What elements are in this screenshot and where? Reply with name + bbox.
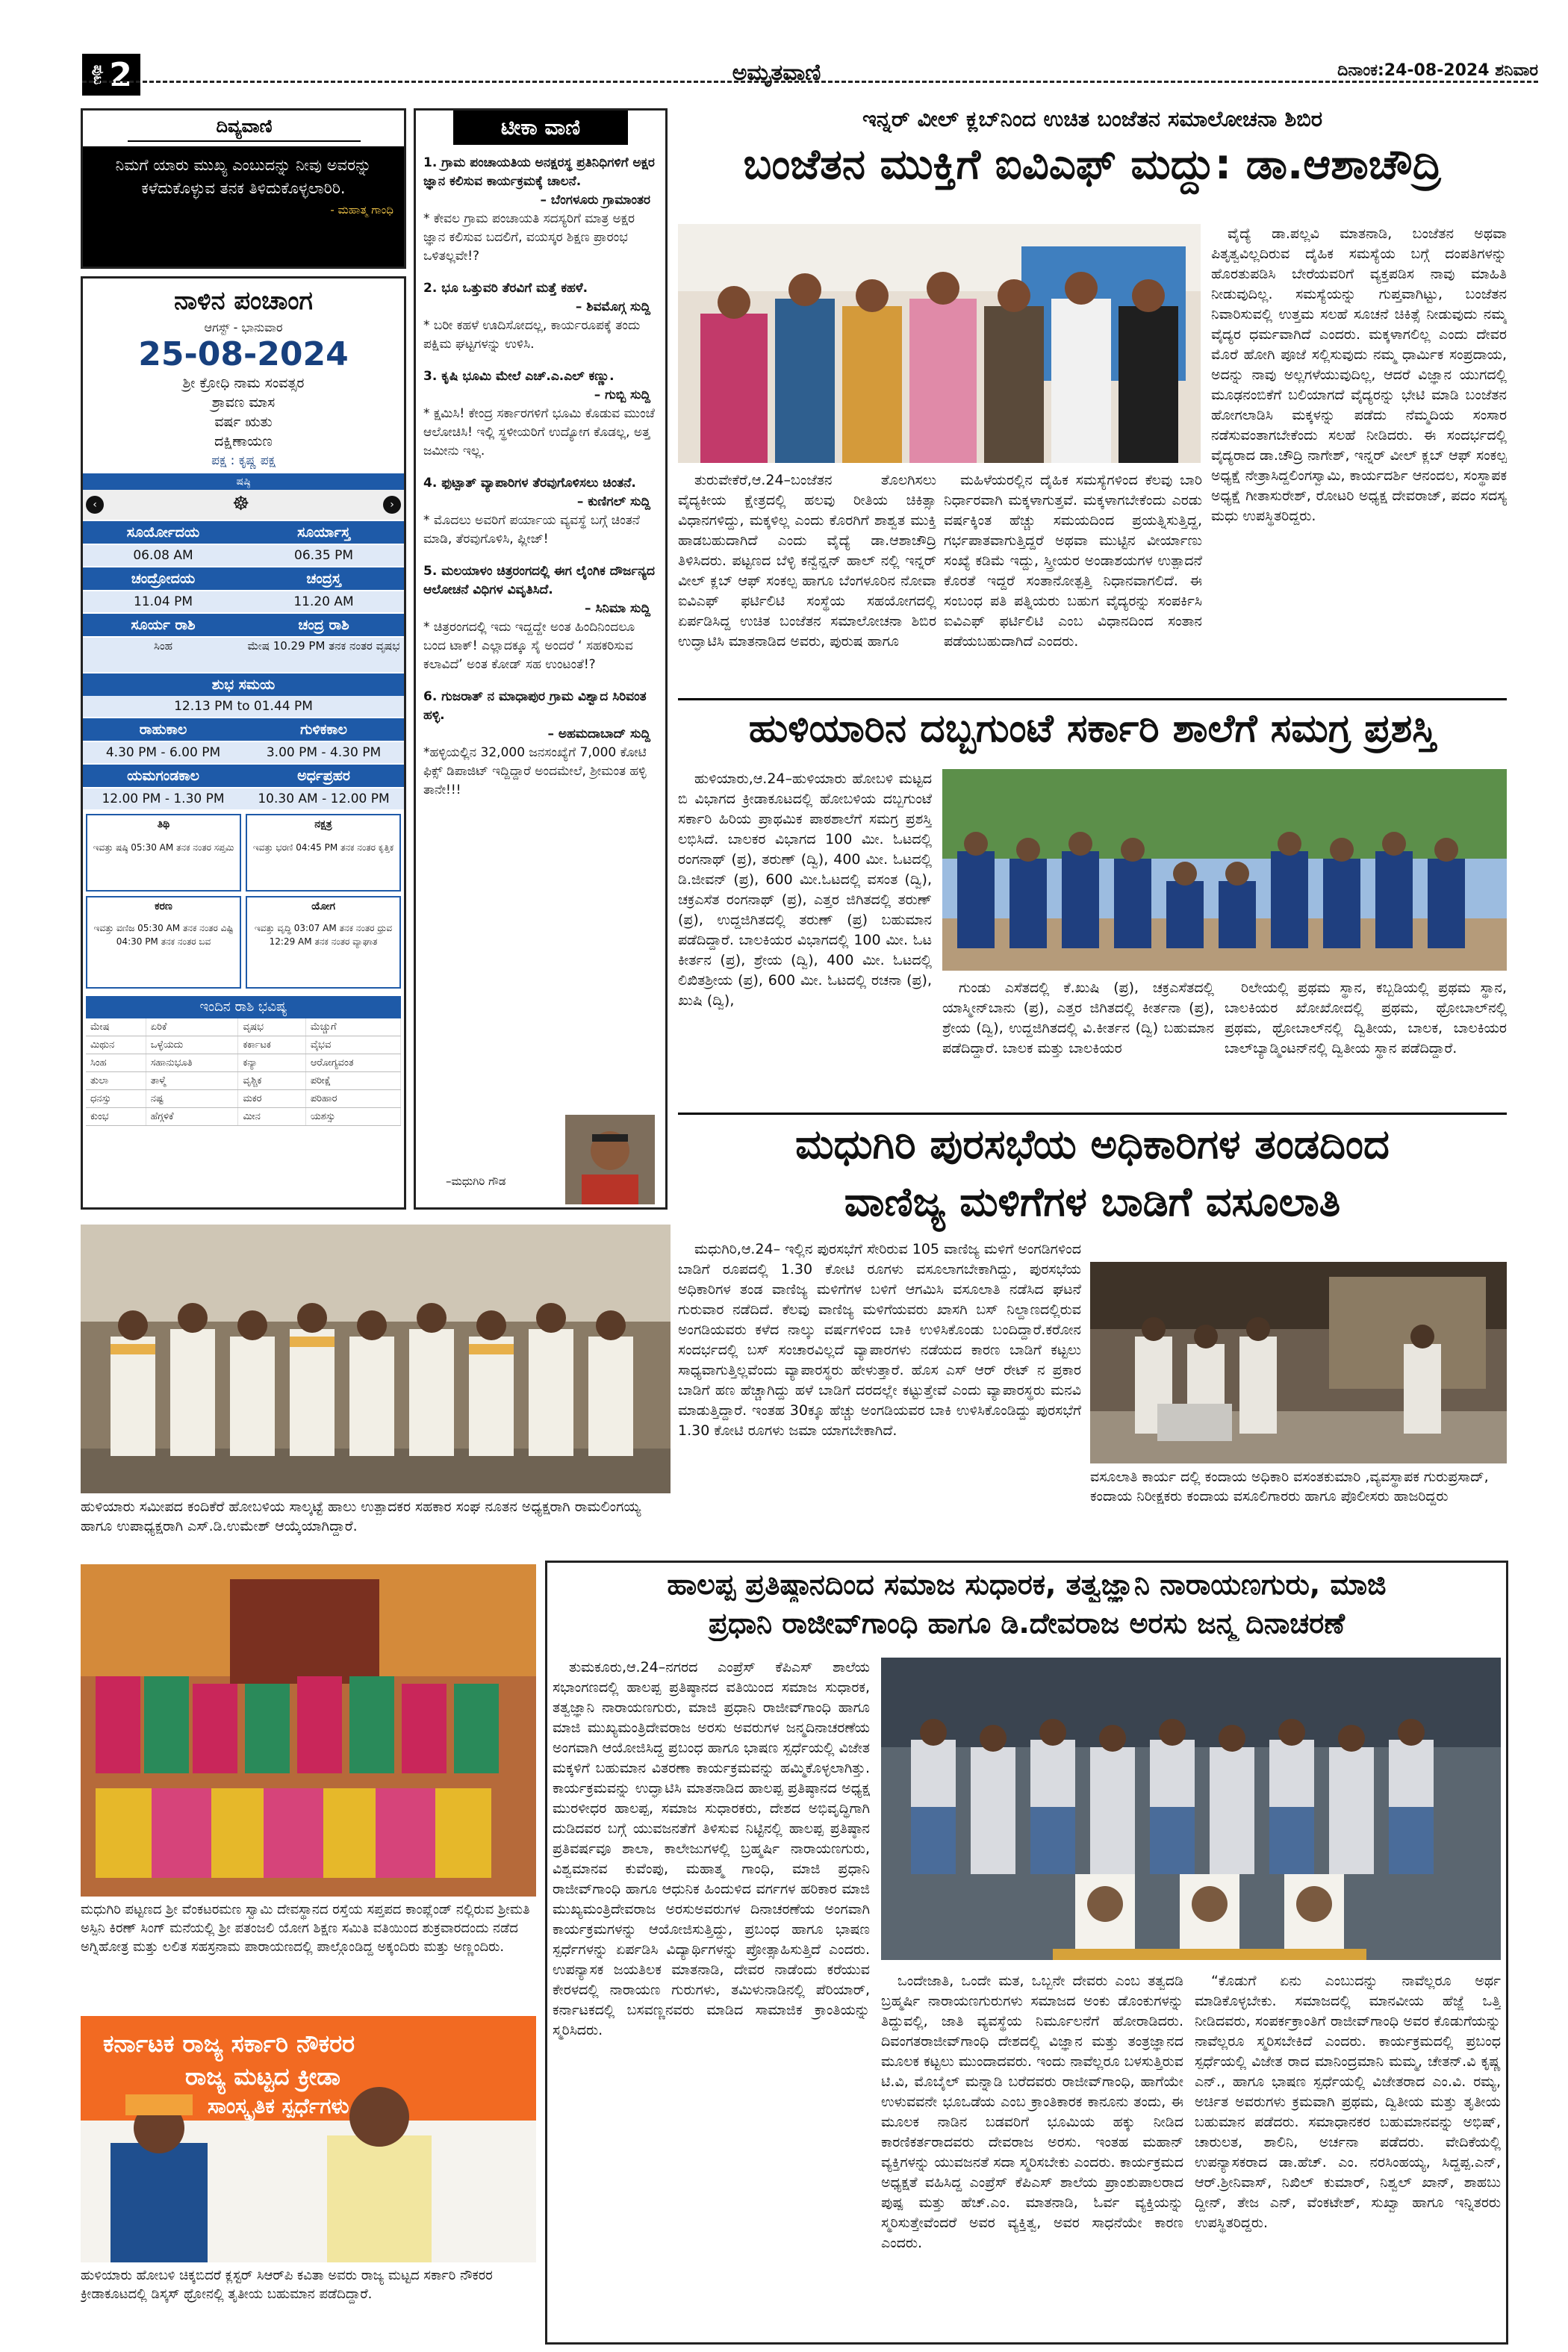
sunrise-value: 06.08 AM xyxy=(133,548,193,563)
story3-headline-2: ವಾಣಿಜ್ಯ ಮಳಿಗೆಗಳ ಬಾಡಿಗೆ ವಸೂಲಾತಿ xyxy=(844,1180,1341,1225)
story1-photo xyxy=(678,224,1201,463)
story4-col-3 xyxy=(1195,1971,1501,2337)
sunset-value: 06.35 PM xyxy=(294,548,353,563)
yama-label: ಯಮಗಂಡಕಾಲ xyxy=(127,768,199,784)
tika-answer: * ಚಿತ್ರರಂಗದಲ್ಲಿ ಇದು ಇದ್ದದ್ದೇ ಅಂತ ಹಿಂದಿನಿಂದಲೂ ಬಂದ ಟಾಕ್! ಎಲ್ಲಾದಕ್ಕೂ ಸೈ ಅಂದರೆ ‘ ಸಹಕರಿಸುವ ಕಲಾವಿದೆ’ ಅಂತ ಕೋಡ್ ಸಹ ಉಂಟಂತೆ!? xyxy=(423,620,635,672)
rahu-values xyxy=(83,741,404,763)
moonset-label: ಚಂದ್ರಸ್ತ xyxy=(306,570,341,587)
story1-col-right-text: ವೈದ್ಯೆ ಡಾ.ಪಲ್ಲವಿ ಮಾತನಾಡಿ, ಬಂಜೆತನ ಅಥವಾ ಪಿತೃತ್ವವಿಲ್ಲದಿರುವ ದೈಹಿಕ ಸಮಸ್ಯೆಯ ಬಗ್ಗೆ ದಂಪತಿಗಳನ್ನು ಹೊರತುಪಡಿಸಿ ಬೇರೆಯವರಿಗೆ ವ್ಯಕ್ತಪಡಿಸ ನಾವು ಮಾಹಿತಿ ನೀಡುವುದಿಲ್ಲ. ಸಮಸ್ಯೆಯನ್ನು ಗುಪ್ತವಾಗಿಟ್ಟು, ಬಂಜೆತನ ನಿವಾರಿಸುವಲ್ಲಿ ಉತ್ತಮ ಸಲಹೆ ಸೂಚನೆ ಚಿಕಿತ್ಸೆ ನೀಡುವುದು ನಮ್ಮ ವೈದ್ಯರ ಧರ್ಮವಾಗಿದೆ ಎಂದರು. ಮಕ್ಕಳಾಗಲಿಲ್ಲ ಎಂದು ದೇವರ ಮೊರೆ ಹೋಗಿ ಪೂಜೆ ಸಲ್ಲಿಸುವುದು ನಮ್ಮ ಧಾರ್ಮಿಕ ಸಂಪ್ರದಾಯ, ಅದನ್ನು ನಾವು ಅಲ್ಲಗಳೆಯುವುದಿಲ್ಲ, ಆದರೆ ವಿಜ್ಞಾನ ಯುಗದಲ್ಲಿ ಮೂಢನಂಬಿಕೆಗೆ ಬಲಿಯಾಗದೆ ವೈದ್ಯರನ್ನು ಭೇಟಿ ಮಾಡಿ ಬಂಜೆತನ ಹೋಗಲಾಡಿಸಿ ಮಕ್ಕಳನ್ನು ಪಡೆದು ನೆಮ್ಮದಿಯ ಸಂಸಾರ ನಡೆಸುವಂತಾಗಬೇಕೆಂದು ಸಲಹೆ ನೀಡಿದರು. ಈ ಸಂದರ್ಭದಲ್ಲಿ ವೈದ್ಯರಾದ ಡಾ.ಚೌದ್ರಿ ನಾಗೇಶ್, ಇನ್ನರ್ ವೀಲ್ ಕ್ಲಬ್ ಆಫ್ ಸಂಕಲ್ಪ ಅಧ್ಯಕ್ಷೆ ನೇತ್ರಾಸಿದ್ದಲಿಂಗಸ್ವಾಮಿ, ಕಾರ್ಯದರ್ಶಿ ಆನಂದಲ, ಸಂಸ್ಥಾಪಕ ಅಧ್ಯಕ್ಷೆ ಗೀತಾಸುರೇಶ್, ರೋಟರಿ ಅಧ್ಯಕ್ಷ ದೇವರಾಜ್, ಪದಂ ಸದಸ್ಯ ಮಧು ಉಪಸ್ಥಿತರಿದ್ದರು. xyxy=(1211,225,1507,524)
tithi-card xyxy=(86,814,241,892)
nakshatra-value: ಇವತ್ತು ಭರಣಿ 04:45 PM ತನಕ ನಂತರ ಕೃತ್ತಿಕ xyxy=(252,842,394,853)
tika-source: – ಕುಣಿಗಲ್ ಸುದ್ದಿ xyxy=(576,494,650,509)
tika-source: – ಅಹಮದಾಬಾದ್ ಸುದ್ದಿ xyxy=(547,727,650,741)
chevron-right-icon[interactable]: › xyxy=(383,496,401,514)
rashi-sign: ವೃಷಭ xyxy=(238,1018,305,1036)
moon-values xyxy=(83,590,404,612)
rashi-sign: ಕರ್ಕಾಟಕ xyxy=(238,1036,305,1054)
rashi-row xyxy=(86,1072,401,1090)
surya-rashi-label: ಸೂರ್ಯ ರಾಶಿ xyxy=(131,617,196,633)
karana-card xyxy=(86,896,241,989)
rashi-prediction: ತಾಳ್ಮೆ xyxy=(146,1072,238,1090)
rashi-prediction: ಮೆಚ್ಚುಗೆ xyxy=(305,1018,400,1036)
panchanga-title: ನಾಳಿನ ಪಂಚಾಂಗ xyxy=(174,286,313,316)
banner-line-3: ಸಾಂಸ್ಕೃತಿಕ ಸ್ಪರ್ಧೆಗಳು xyxy=(208,2094,349,2118)
story4-col-3-text: “ಕೊಡುಗೆ ಏನು ಎಂಬುದನ್ನು ನಾವೆಲ್ಲರೂ ಅರ್ಥ ಮಾಡಿಕೊಳ್ಳಬೇಕು. ಸಮಾಜದಲ್ಲಿ ಮಾನವೀಯ ಹೆಜ್ಜೆ ಒತ್ತಿ ನೀಡಿದವರು, ಸಂಪರ್ಕಕ್ರಾಂತಿಗೆ ರಾಜೀವ್‌ಗಾಂಧಿ ಅವರ ಕೊಡುಗೆಯನ್ನು ನಾವೆಲ್ಲರೂ ಸ್ಮರಿಸಬೇಕಿದೆ ಎಂದರು. ಕಾರ್ಯಕ್ರಮದಲ್ಲಿ ಪ್ರಬಂಧ ಸ್ಪರ್ಧೆಯಲ್ಲಿ ವಿಜೇತ ರಾದ ಮಾನಿಂದ್ರಮಾನಿ ಮಮ್ಮ, ಚೇತನ್.ವಿ ಕೃಷ್ಣ ಎನ್., ಹಾಗೂ ಭಾಷಣ ಸ್ಪರ್ಧೆಯಲ್ಲಿ ವಿಜೇತರಾದ ಎಂ.ವಿ. ರಮ್ಯ, ಅರ್ಚಿತ ಅವರುಗಳು ಕ್ರಮವಾಗಿ ಪ್ರಥಮ, ದ್ವಿತೀಯ ಮತ್ತು ತೃತೀಯ ಬಹುಮಾನ ಪಡೆದರು. ಸಮಾಧಾನಕರ ಬಹುಮಾನವನ್ನು ಅಭಿಷ್, ಚಾರುಲತ, ಶಾಲಿನಿ, ಅರ್ಚನಾ ಪಡೆದರು. ವೇದಿಕೆಯಲ್ಲಿ ಉಪನ್ಯಾಸಕರಾದ ಡಾ.ಹೆಚ್. ಎಂ. ನರಸಿಂಹಯ್ಯ, ಸಿದ್ದಪ್ಪ.ಎನ್, ಆರ್.ಶ್ರೀನಿವಾಸ್, ನಿಖಿಲ್ ಕುಮಾರ್, ನಿಶ್ವಲ್ ಖಾನ್, ಶಾಹಬು ದ್ದೀನ್, ತೇಜ ಎನ್, ವೆಂಕಟೇಶ್, ಸುಖ್ವಾ ಹಾಗೂ ಇನ್ನಿತರರು ಉಪಸ್ಥಿತರಿದ್ದರು. xyxy=(1195,1973,1501,2231)
rashi-header xyxy=(83,612,404,636)
page-number-box xyxy=(82,54,140,96)
gulika-label: ಗುಳಿಕಕಾಲ xyxy=(300,721,347,738)
moonset-value: 11.20 AM xyxy=(293,594,354,609)
panchanga-box xyxy=(81,276,406,1210)
karana-label: ಕರಣ xyxy=(155,900,172,912)
divyavani-quote-box xyxy=(83,146,404,267)
yoga-label: ಯೋಗ xyxy=(311,900,335,912)
tika-item xyxy=(423,279,658,354)
sashti-bar xyxy=(83,473,404,490)
divyavani-author: - ಮಹಾತ್ಮ ಗಾಂಧಿ xyxy=(330,203,393,217)
rashi-prediction: ಪರಿಹಾರ xyxy=(305,1090,400,1108)
panchanga-line-0: ಶ್ರೀ ಕ್ರೋಧಿ ನಾಮ ಸಂವತ್ಸರ xyxy=(182,375,305,391)
story2-col-mid-text: ಗುಂಡು ಎಸೆತದಲ್ಲಿ ಕೆ.ಖುಷಿ (ಪ್ರ), ಚಕ್ರಎಸೆತದಲ್ಲಿ ಯಾಸ್ಮೀನ್‌ಬಾನು (ಪ್ರ), ಎತ್ತರ ಜಿಗಿತದಲ್ಲಿ ಕೀರ್ತನಾ (ಪ್ರ), ಶ್ರೇಯ (ದ್ವಿ), ಉದ್ದಜಿಗಿತದಲ್ಲಿ ವಿ.ಕೀರ್ತನ (ದ್ವಿ) ಬಹುಮಾನ ಪಡೆದಿದ್ದಾರೆ. ಬಾಲಕ ಮತ್ತು ಬಾಲಕಿಯರ xyxy=(942,980,1214,1057)
story2-col-right-text: ರಿಲೇಯಲ್ಲಿ ಪ್ರಥಮ ಸ್ಥಾನ, ಕಬ್ಬಡಿಯಲ್ಲಿ ಪ್ರಥಮ ಸ್ಥಾನ, ಬಾಲಕಿಯರ ಖೋಖೋದಲ್ಲಿ ಪ್ರಥಮ, ಥ್ರೋಬಾಲ್‌ನಲ್ಲಿ ಪ್ರಥಮ, ಥ್ರೋಬಾಲ್‌ನಲ್ಲಿ ದ್ವಿತೀಯ, ಬಾಲಕ, ಬಾಲಕಿಯರ ಬಾಲ್‌ಬ್ಯಾಡ್ಮಿಂಟನ್‌ನಲ್ಲಿ ದ್ವಿತೀಯ ಸ್ಥಾನ ಪಡೆದಿದ್ದಾರೆ. xyxy=(1225,980,1507,1057)
chandra-rashi-label: ಚಂದ್ರ ರಾಶಿ xyxy=(298,617,349,633)
moonrise-value: 11.04 PM xyxy=(134,594,193,609)
gulika-value: 3.00 PM - 4.30 PM xyxy=(266,745,382,760)
tika-answer: * ಕ್ಷಮಿಸಿ! ಕೇಂದ್ರ ಸರ್ಕಾರಗಳಿಗೆ ಭೂಮಿ ಕೊಡುವ ಮುಂಚೆ ಆಲೋಚಿಸಿ! ಇಲ್ಲಿ ಸ್ಥಳೀಯರಿಗೆ ಉದ್ಯೋಗ ಕೊಡಲ್ಲ, ಅತ್ತ ಜಮೀನು ಇಲ್ಲ. xyxy=(423,406,655,458)
rashi-sign: ಕುಂಭ xyxy=(86,1108,146,1126)
divyavani-quote: ನಿಮಗೆ ಯಾರು ಮುಖ್ಯ ಎಂಬುದನ್ನು ನೀವು ಅವರನ್ನು ಕಳೆದುಕೊಳ್ಳುವ ತನಕ ತಿಳಿದುಕೊಳ್ಳಲಾರಿರಿ. xyxy=(115,156,372,197)
rashi-sign: ಸಿಂಹ xyxy=(86,1054,146,1072)
tithi-label: ತಿಥಿ xyxy=(157,818,170,830)
rashi-prediction: ವೈಭವ xyxy=(305,1036,400,1054)
left-photo-2 xyxy=(81,1564,536,1897)
karana-value: ಇವತ್ತು ವಣಿಜ 05:30 AM ತನಕ ನಂತರ ವಿಷ್ಟಿ 04:30 PM ತನಕ ನಂತರ ಬವ xyxy=(93,923,234,947)
tika-item xyxy=(423,474,658,549)
tika-list xyxy=(416,145,665,800)
tika-answer: * ಬರೀ ಕಹಳೆ ಊದಿಸೋದಲ್ಲ, ಕಾರ್ಯರೂಪಕ್ಕೆ ತಂದು ಪಕ್ಷಿಮ ಘಟ್ಟಗಳನ್ನು ಉಳಿಸಿ. xyxy=(423,318,641,352)
story4-col-2-text: ಒಂದೇಜಾತಿ, ಒಂದೇ ಮತ, ಒಬ್ಬನೇ ದೇವರು ಎಂಬ ತತ್ವದಡಿ ಬ್ರಹ್ಮರ್ಷಿ ನಾರಾಯಣಗುರುಗಳು ಸಮಾಜದ ಅಂಕು ಡೊಂಕುಗಳನ್ನು ತಿದ್ದುವಲ್ಲಿ, ಜಾತಿ ವ್ಯವಸ್ಥೆಯ ನಿರ್ಮೂಲನೆಗೆ ಹೋರಾಡಿದರು. ದಿವಂಗತರಾಜೀವ್‌ಗಾಂಧಿ ದೇಶದಲ್ಲಿ ವಿಜ್ಞಾನ ಮತ್ತು ತಂತ್ರಜ್ಞಾನದ ಮೂಲಕ ಕಟ್ಟಲು ಮುಂದಾದವರು. ಇಂದು ನಾವೆಲ್ಲರೂ ಬಳಸುತ್ತಿರುವ ಟಿ.ವಿ, ಮೊಬೈಲ್ ಮನ್ನಾಡಿ ಬರೆದವರು ರಾಜೀವ್‌ಗಾಂಧಿ, ಹಾಗೆಯೇ ಉಳುವವನೇ ಭೂಒಡೆಯ ಎಂಬ ಕ್ರಾಂತಿಕಾರಕ ಕಾನೂನು ತಂದು, ಈ ಮೂಲಕ ನಾಡಿನ ಬಡವರಿಗೆ ಭೂಮಿಯ ಹಕ್ಕು ನೀಡಿದ ಕಾರಣಿಕರ್ತರಾದವರು ದೇವರಾಜ ಅರಸು. ಇಂತಹ ಮಹಾನ್ ವ್ಯಕ್ತಿಗಳನ್ನು ಯುವಜನತೆ ಸದಾ ಸ್ಮರಿಸಬೇಕು ಎಂದರು. ಕಾರ್ಯಕ್ರಮದ ಅಧ್ಯಕ್ಷತೆ ವಹಿಸಿದ್ದ ಎಂಪ್ರೆಸ್ ಕೆಪಿಎಸ್ ಶಾಲೆಯ ಪ್ರಾಂಶುಪಾಲರಾದ ಪುಷ್ಪ ಮತ್ತು ಹೆಚ್.ಎಂ. ಮಾತನಾಡಿ, ಓರ್ವ ವ್ಯಕ್ತಿಯನ್ನು ಸ್ಮರಿಸುತ್ತೇವೆಂದರೆ ಅವರ ವ್ಯಕ್ತಿತ್ವ, ಅವರ ಸಾಧನೆಯೇ ಕಾರಣ ಎಂದರು. xyxy=(881,1973,1183,2251)
sunset-label: ಸೂರ್ಯಾಸ್ತ xyxy=(297,524,350,541)
rashi-table xyxy=(86,1018,401,1126)
story3-photo xyxy=(1090,1262,1507,1463)
sashti-label: ಷಷ್ಠಿ xyxy=(236,476,251,488)
yama-value: 12.00 PM - 1.30 PM xyxy=(102,791,225,806)
tika-answer: *ಹಳ್ಳಿಯಲ್ಲಿನ 32,000 ಜನಸಂಖ್ಯೆಗೆ 7,000 ಕೋಟಿ ಫಿಕ್ಸ್ ಡಿಪಾಜಿಟ್ ಇದ್ದಿದ್ದಾರೆ ಅಂದಮೇಲೆ, ಶ್ರೀಮಂತ ಹಳ್ಳಿ ತಾನೇ!!! xyxy=(423,745,647,797)
moon-header xyxy=(83,566,404,590)
ardha-value: 10.30 AM - 12.00 PM xyxy=(258,791,390,806)
left-photo-1 xyxy=(81,1225,671,1493)
chevron-left-icon[interactable]: ‹ xyxy=(86,496,104,514)
rashi-sign: ಮಿಥುನ xyxy=(86,1036,146,1054)
story4-col-1 xyxy=(553,1658,870,2337)
panchanga-line-2: ವರ್ಷ ಋತು xyxy=(214,414,273,430)
sun-values xyxy=(83,544,404,566)
rashi-row xyxy=(86,1054,401,1072)
rashi-sign: ಮೇಷ xyxy=(86,1018,146,1036)
date-line: ದಿನಾಂಕ:24-08-2024 ಶನಿವಾರ xyxy=(1337,61,1538,80)
chandra-rashi-value: ಮೇಷ 10.29 PM ತನಕ ನಂತರ ವೃಷಭ xyxy=(247,639,400,653)
rashi-row xyxy=(86,1036,401,1054)
tika-item xyxy=(423,154,658,266)
panchanga-paksha: ಪಕ್ಷ : ಕೃಷ್ಣ ಪಕ್ಷ xyxy=(211,453,276,468)
rashi-row xyxy=(86,1108,401,1126)
rashi-prediction: ಪರೀಕ್ಷೆ xyxy=(305,1072,400,1090)
ardha-label: ಅರ್ಧಪ್ರಹರ xyxy=(297,768,350,784)
story1-headline: ಬಂಜೆತನ ಮುಕ್ತಿಗೆ ಐವಿಎಫ್ ಮದ್ದು: ಡಾ.ಆಶಾಚೌದ್ರಿ xyxy=(743,142,1442,189)
tika-item xyxy=(423,562,658,674)
rahu-header xyxy=(83,717,404,741)
nakshatra-label: ನಕ್ಷತ್ರ xyxy=(314,818,332,830)
tika-title: ಟೀಕಾ ವಾಣಿ xyxy=(453,111,628,145)
left-caption-2: ಮಧುಗಿರಿ ಪಟ್ಟಣದ ಶ್ರೀ ವೆಂಕಟರಮಣ ಸ್ವಾಮಿ ದೇವಸ್ಥಾನದ ರಸ್ತೆಯ ಸಪ್ತಪದ ಕಾಂಪ್ಲೆಂಡ್ ನಲ್ಲಿರುವ ಶ್ರೀಮತಿ ಅಸ್ಪಿನಿ ಕಿರಣ್ ಸಿಂಗ್ ಮನೆಯಲ್ಲಿ ಶ್ರೀ ಪತಂಜಲಿ ಯೋಗ ಶಿಕ್ಷಣ ಸಮಿತಿ ವತಿಯಿಂದ ಶುಕ್ರವಾರದಂದು ನಡೆದ ಅಗ್ನಿಹೋತ್ರ ಮತ್ತು ಲಲಿತ ಸಹಸ್ರನಾಮ ಪಾರಾಯಣದಲ್ಲಿ ಪಾಲ್ಗೊಂಡಿದ್ದ ಅಕ್ಕಂದಿರು ಮತ್ತು ಅಣ್ಣಂದಿರು. xyxy=(81,1902,530,1955)
left-photo-3 xyxy=(81,2016,536,2262)
story2-headline: ಹುಳಿಯಾರಿನ ದಬ್ಬಗುಂಟೆ ಸರ್ಕಾರಿ ಶಾಲೆಗೆ ಸಮಗ್ರ ಪ್ರಶಸ್ತಿ xyxy=(678,698,1507,761)
yama-header xyxy=(83,763,404,787)
story1-col-right xyxy=(1211,224,1507,605)
story3-body xyxy=(678,1239,1081,1561)
tika-answer: * ಕೇವಲ ಗ್ರಾಮ ಪಂಚಾಯತಿ ಸದಸ್ಯರಿಗೆ ಮಾತ್ರ ಅಕ್ಷರ ಜ್ಞಾನ ಕಲಿಸುವ ಬದಲಿಗೆ, ವಯಸ್ಕರ ಶಿಕ್ಷಣ ಪ್ರಾರಂಭ ಒಳಿತಲ್ಲವೇ!? xyxy=(423,211,635,264)
divyavani-box xyxy=(81,108,406,269)
tika-question: 3. ಕೃಷಿ ಭೂಮಿ ಮೇಲೆ ಎಚ್.ಎ.ಎಲ್ ಕಣ್ಣು. xyxy=(423,369,615,384)
tika-answer: * ಮೊದಲು ಅವರಿಗೆ ಪರ್ಯಾಯ ವ್ಯವಸ್ಥೆ ಬಗ್ಗೆ ಚಿಂತನೆ ಮಾಡಿ, ತೆರವುಗೊಳಿಸಿ, ಪ್ಲೀಜ್! xyxy=(423,513,640,547)
rashi-prediction: ಒಳ್ಳೆಯದು xyxy=(146,1036,238,1054)
surya-rashi-value: ಸಿಂಹ xyxy=(153,639,172,653)
rashi-sign: ಮಕರ xyxy=(238,1090,305,1108)
panchanga-line-1: ಶ್ರಾವಣ ಮಾಸ xyxy=(211,394,276,411)
story4-photo xyxy=(881,1658,1501,1960)
tika-author: –ಮಧುಗಿರಿ ಗೌಡ xyxy=(446,1175,506,1188)
moonrise-label: ಚಂದ್ರೋದಯ xyxy=(131,570,196,587)
story1-kicker: ಇನ್ನರ್ ವೀಲ್ ಕ್ಲಬ್‌ನಿಂದ ಉಚಿತ ಬಂಜೆತನ ಸಮಾಲೋಚನಾ ಶಿಬಿರ xyxy=(862,106,1323,131)
sunrise-label: ಸೂರ್ಯೋದಯ xyxy=(126,524,200,541)
tika-box xyxy=(414,108,668,1210)
tika-question: 1. ಗ್ರಾಮ ಪಂಚಾಯತಿಯ ಅನಕ್ಷರಸ್ಥ ಪ್ರತಿನಿಧಿಗಳಿಗೆ ಅಕ್ಷರ ಜ್ಞಾನ ಕಲಿಸುವ ಕಾರ್ಯಕ್ರಮಕ್ಕೆ ಚಾಲನೆ. xyxy=(423,155,655,189)
story2-photo xyxy=(942,769,1507,971)
karana-row xyxy=(86,896,401,989)
paper-name: ಅಮೃತವಾಣಿ xyxy=(732,60,821,86)
banner-line-1: ಕರ್ನಾಟಕ ರಾಜ್ಯ ಸರ್ಕಾರಿ ನೌಕರರ xyxy=(103,2029,355,2058)
yoga-card xyxy=(246,896,401,989)
rahu-label: ರಾಹುಕಾಲ xyxy=(139,721,187,738)
story4-col-2 xyxy=(881,1971,1183,2337)
tika-author-photo xyxy=(565,1115,655,1204)
rashi-sign: ಕನ್ಯಾ xyxy=(238,1054,305,1072)
left-caption-3: ಹುಳಿಯಾರು ಹೋಬಳಿ ಚಿಕ್ಕಬಿದರೆ ಕ್ಲಸ್ಟರ್ ಸಿಆರ್‌ಪಿ ಕವಿತಾ ಅವರು ರಾಜ್ಯ ಮಟ್ಟದ ಸರ್ಕಾರಿ ನೌಕರರ ಕ್ರೀಡಾಕೂಟದಲ್ಲಿ ಡಿಸ್ಕಸ್ ಥ್ರೋನಲ್ಲಿ ತೃತೀಯ ಬಹುಮಾನ ಪಡೆದಿದ್ದಾರೆ. xyxy=(81,2268,493,2302)
tika-source: – ಸಿನಿಮಾ ಸುದ್ದಿ xyxy=(585,601,650,616)
story1-col-mid xyxy=(944,470,1202,694)
story2-col-right xyxy=(1225,978,1507,1090)
rashi-prediction: ಯಶಸ್ಸು xyxy=(305,1108,400,1126)
left-caption-1: ಹುಳಿಯಾರು ಸಮೀಪದ ಕಂದಿಕೆರೆ ಹೋಬಳಿಯ ಸಾಲ್ಕಟ್ಟೆ ಹಾಲು ಉತ್ಪಾದಕರ ಸಹಕಾರ ಸಂಘ ನೂತನ ಅಧ್ಯಕ್ಷರಾಗಿ ರಾಮಲಿಂಗಯ್ಯ ಹಾಗೂ ಉಪಾಧ್ಯಕ್ಷರಾಗಿ ಎಸ್.ಡಿ.ಉಮೇಶ್ ಆಯ್ಕೆಯಾಗಿದ್ದಾರೆ. xyxy=(81,1499,641,1534)
rashi-prediction: ಹೆಗ್ಗಳಿಕೆ xyxy=(146,1108,238,1126)
tika-item xyxy=(423,688,658,800)
rashi-sign: ತುಲಾ xyxy=(86,1072,146,1090)
banner-line-2: ರಾಜ್ಯ ಮಟ್ಟದ ಕ್ರೀಡಾ xyxy=(185,2062,340,2091)
divyavani-title: ದಿವ್ಯವಾಣಿ xyxy=(128,111,361,142)
story2-col-left xyxy=(678,769,932,1090)
story4-headline-2: ಪ್ರಧಾನಿ ರಾಜೀವ್‌ಗಾಂಧಿ ಹಾಗೂ ಡಿ.ದೇವರಾಜ ಅರಸು ಜನ್ಮ ದಿನಾಚರಣೆ xyxy=(709,1607,1345,1640)
story1-col-left-text: ತುರುವೇಕೆರೆ,ಆ.24–ಬಂಜೆತನ ತೊಲಗಿಸಲು ವೈದ್ಯಕೀಯ ಕ್ಷೇತ್ರದಲ್ಲಿ ಹಲವು ರೀತಿಯ ಚಿಕಿತ್ಸಾ ವಿಧಾನಗಳಿದ್ದು, ಮಕ್ಕಳಿಲ್ಲ ಎಂದು ಕೊರಗಿಗೆ ಶಾಶ್ವತ ಮುಕ್ತಿ ಹಾಡಬಹುದಾಗಿದೆ ಎಂದು ವೈದ್ಯೆ ಡಾ.ಆಶಾಚೌದ್ರಿ ತಿಳಿಸಿದರು. ಪಟ್ಟಣದ ಬೆಳ್ಳಿ ಕನ್ವೆನ್ಷನ್ ಹಾಲ್ ನಲ್ಲಿ ಇನ್ನರ್ ವೀಲ್ ಕ್ಲಬ್ ಆಫ್ ಸಂಕಲ್ಪ ಹಾಗೂ ಬೆಂಗಳೂರಿನ ನೋವಾ ಐವಿಎಫ್ ಫರ್ಟಿಲಿಟಿ ಸಂಸ್ಥೆಯ ಸಹಯೋಗದಲ್ಲಿ ಏರ್ಪಡಿಸಿದ್ದ ಉಚಿತ ಬಂಜೆತನ ಸಮಾಲೋಚನಾ ಶಿಬಿರ ಉದ್ಘಾಟಿಸಿ ಮಾತನಾಡಿದ ಅವರು, ಪುರುಷ ಹಾಗೂ xyxy=(678,472,936,650)
tika-source: – ಗುಬ್ಬಿ ಸುದ್ದಿ xyxy=(594,388,650,402)
story1-col-mid-text: ಮಹಿಳೆಯರಲ್ಲಿನ ದೈಹಿಕ ಸಮಸ್ಯೆಗಳಿಂದ ಕೆಲವು ಬಾರಿ ನಿರ್ಧಾರವಾಗಿ ಮಕ್ಕಳಾಗುತ್ತವೆ. ಮಕ್ಕಳಾಗಬೇಕೆಂದು ಎರಡು ವರ್ಷಕ್ಕಿಂತ ಹೆಚ್ಚು ಸಮಯದಿಂದ ಪ್ರಯತ್ನಿಸುತ್ತಿದ್ದ, ಗರ್ಭಪಾತವಾಗುತ್ತಿದ್ದರೆ ಅಥವಾ ಮುಟ್ಟಿನ ವೀರ್ಯಾಣು ಸಂಖ್ಯೆ ಕಡಿಮೆ ಇದ್ದು, ಸ್ತ್ರೀಯರ ಅಂಡಾಶಯಗಳ ಉತ್ಪಾದನೆ ಕೊರತೆ ಇದ್ದರೆ ಸಂತಾನೋತ್ಪತ್ತಿ ನಿಧಾನವಾಗಲಿದೆ. ಈ ಸಂಬಂಧ ಪತಿ ಪತ್ನಿಯರು ಬಹುಗ ವೈದ್ಯರನ್ನು ಸಂಪರ್ಕಿಸಿ ಐವಿಎಫ್ ಫರ್ಟಿಲಿಟಿ ಎಂಬ ವಿಧಾನದಿಂದ ಸಂತಾನ ಪಡೆಯಬಹುದಾಗಿದೆ ಎಂದರು. xyxy=(944,472,1202,650)
story2-col-left-text: ಹುಳಿಯಾರು,ಆ.24–ಹುಳಿಯಾರು ಹೋಬಳಿ ಮಟ್ಟದ ಬಿ ವಿಭಾಗದ ಕ್ರೀಡಾಕೂಟದಲ್ಲಿ ಹೋಬಳಿಯ ದಬ್ಬಗುಂಟೆ ಸರ್ಕಾರಿ ಹಿರಿಯ ಪ್ರಾಥಮಿಕ ಪಾಠಶಾಲೆಗೆ ಸಮಗ್ರ ಪ್ರಶಸ್ತಿ ಲಭಿಸಿದೆ. ಬಾಲಕರ ವಿಭಾಗದ 100 ಮೀ. ಓಟದಲ್ಲಿ ರಂಗನಾಥ್ (ಪ್ರ), ತರುಣ್ (ದ್ವಿ), 400 ಮೀ. ಓಟದಲ್ಲಿ ಡಿ.ಜೀವನ್ (ಪ್ರ), 600 ಮೀ.ಓಟದಲ್ಲಿ ವಸಂತ (ದ್ವಿ), ಚಕ್ರಎಸೆತ ರಂಗನಾಥ್ (ಪ್ರ), ಎತ್ತರ ಜಿಗಿತದಲ್ಲಿ ತರುಣ್ (ಪ್ರ), ಉದ್ದಜಿಗಿತದಲ್ಲಿ ತರುಣ್ (ಪ್ರ) ಬಹುಮಾನ ಪಡೆದಿದ್ದಾರೆ. ಬಾಲಕಿಯರ ವಿಭಾಗದಲ್ಲಿ 100 ಮೀ. ಓಟ ಕೀರ್ತನ (ಪ್ರ), ಶ್ರೇಯ (ದ್ವಿ), 400 ಮೀ. ಓಟದಲ್ಲಿ ಲಿಖಿತಶ್ರೀಯ (ಪ್ರ), 600 ಮೀ. ಓಟದಲ್ಲಿ ರಚನಾ (ಪ್ರ), ಖುಷಿ (ದ್ವಿ), xyxy=(678,771,932,1009)
tika-question: 2. ಭೂ ಒತ್ತುವರಿ ತೆರವಿಗೆ ಮತ್ತೆ ಕಹಳೆ. xyxy=(423,281,588,296)
rashi-sign: ವೃಶ್ಚಿಕ xyxy=(238,1072,305,1090)
rashi-sign: ಮೀನ xyxy=(238,1108,305,1126)
tika-item xyxy=(423,367,658,461)
bhavishya-title: ಇಂದಿನ ರಾಶಿ ಭವಿಷ್ಯ xyxy=(86,996,401,1018)
rashi-prediction: ಏರಿಕೆ xyxy=(146,1018,238,1036)
panchanga-subtitle: ಆಗಸ್ಟ್ - ಭಾನುವಾರ xyxy=(204,320,283,335)
shubha-label: ಶುಭ ಸಮಯ xyxy=(83,672,404,696)
tika-source: – ಶಿವಮೊಗ್ಗ ಸುದ್ದಿ xyxy=(575,299,650,314)
tika-question: 6. ಗುಜರಾತ್ ನ ಮಾಧಾಪುರ ಗ್ರಾಮ ವಿಶ್ವಾದ ಸಿರಿವಂತ ಹಳ್ಳಿ. xyxy=(423,689,647,723)
tithi-row xyxy=(86,814,401,892)
rahu-value: 4.30 PM - 6.00 PM xyxy=(105,745,221,760)
page-label: ಪುಟ xyxy=(90,64,107,85)
rashi-prediction: ಸಹಾನುಭೂತಿ xyxy=(146,1054,238,1072)
panchanga-line-3: ದಕ್ಷಿಣಾಯಣ xyxy=(214,433,273,449)
story3-body-text: ಮಧುಗಿರಿ,ಆ.24– ಇಲ್ಲಿನ ಪುರಸಭೆಗೆ ಸೇರಿರುವ 105 ವಾಣಿಜ್ಯ ಮಳಿಗೆ ಅಂಗಡಿಗಳಿಂದ ಬಾಡಿಗೆ ರೂಪದಲ್ಲಿ 1.30 ಕೋಟಿ ರೂಗಳು ವಸೂಲಾಗಬೇಕಾಗಿದ್ದು, ಪುರಸಭೆಯ ಅಧಿಕಾರಿಗಳ ತಂಡ ವಾಣಿಜ್ಯ ಮಳಿಗೆಗಳ ಬಳಿಗೆ ಆಗಮಿಸಿ ವಸೂಲಾತಿ ನಡೆಸಿದ ಘಟನೆ ಗುರುವಾರ ನಡೆದಿದೆ. ಕೆಲವು ವಾಣಿಜ್ಯ ಮಳಿಗೆಯವರು ಖಾಸಗಿ ಬಸ್ ನಿಲ್ದಾಣದಲ್ಲಿರುವ ಅಂಗಡಿಯವರು ಕಳೆದ ನಾಲ್ಕು ವರ್ಷಗಳಿಂದ ಬಾಕಿ ಉಳಿಸಿಕೊಂಡು ಬಂದಿದ್ದಾರೆ.ಕರೋನ ಸಂದರ್ಭದಲ್ಲಿ ಬಸ್ ಸಂಚಾರವಿಲ್ಲದೆ ವ್ಯಾಪಾರಗಳು ನಡೆಯದ ಕಾರಣ ಬಾಡಿಗೆ ಕಟ್ಟಲು ಸಾಧ್ಯವಾಗುತ್ತಿಲ್ಲವೆಂದು ವ್ಯಾಪಾರಸ್ಥರು ಹೇಳುತ್ತಾರೆ. ಹೊಸ ಎಸ್ ಆರ್ ರೇಟ್ ನ ಪ್ರಕಾರ ಬಾಡಿಗೆ ಹಣ ಹೆಚ್ಚಾಗಿದ್ದು ಹಳೆ ಬಾಡಿಗೆ ದರದಲ್ಲೇ ಕಟ್ಟುತ್ತೇವೆ ಎಂದು ವ್ಯಾಪಾರಸ್ಥರು ಮನವಿ ಮಾಡುತ್ತಿದ್ದಾರೆ. ಇಂತಹ 30ಕ್ಕೂ ಹೆಚ್ಚು ಅಂಗಡಿಯವರ ಬಾಕಿ ಉಳಿಸಿಕೊಂಡಿದ್ದು ಪುರಸಭೆಗೆ 1.30 ಕೋಟಿ ರೂಗಳು ಜಮಾ ಯಾಗಬೇಕಾಗಿದೆ. xyxy=(678,1241,1081,1439)
story4-col-1-text: ತುಮಕೂರು,ಆ.24–ನಗರದ ಎಂಪ್ರೆಸ್ ಕೆಪಿಎಸ್ ಶಾಲೆಯ ಸಭಾಂಗಣದಲ್ಲಿ ಹಾಲಪ್ಪ ಪ್ರತಿಷ್ಠಾನದ ವತಿಯಿಂದ ಸಮಾಜ ಸುಧಾರಕ, ತತ್ವಜ್ಞಾನಿ ನಾರಾಯಣಗುರು, ಮಾಜಿ ಪ್ರಧಾನಿ ರಾಜೀವ್‌ಗಾಂಧಿ ಹಾಗೂ ಮಾಜಿ ಮುಖ್ಯಮಂತ್ರಿದೇವರಾಜ ಅರಸು ಅವರುಗಳ ಜನ್ಮದಿನಾಚರಣೆಯ ಅಂಗವಾಗಿ ಆಯೋಜಿಸಿದ್ದ ಪ್ರಬಂಧ ಹಾಗೂ ಭಾಷಣ ಸ್ಪರ್ಧೆಯಲ್ಲಿ ವಿಜೇತ ಮಕ್ಕಳಿಗೆ ಬಹುಮಾನ ವಿತರಣಾ ಕಾರ್ಯಕ್ರಮವನ್ನು ಹಮ್ಮಿಕೊಳ್ಳಲಾಗಿತ್ತು. ಕಾರ್ಯಕ್ರಮವನ್ನು ಉದ್ಘಾಟಿಸಿ ಮಾತನಾಡಿದ ಹಾಲಪ್ಪ ಪ್ರತಿಷ್ಠಾನದ ಅಧ್ಯಕ್ಷ ಮುರಳೀಧರ ಹಾಲಪ್ಪ, ಸಮಾಜ ಸುಧಾರಕರು, ದೇಶದ ಅಭಿವೃದ್ಧಿಗಾಗಿ ದುಡಿದವರ ಬಗ್ಗೆ ಯುವಜನತೆಗೆ ತಿಳಿಸುವ ನಿಟ್ಟಿನಲ್ಲಿ ಹಾಲಪ್ಪ ಪ್ರತಿಷ್ಠಾನ ಪ್ರತಿವರ್ಷವೂ ಶಾಲಾ, ಕಾಲೇಜುಗಳಲ್ಲಿ ಬ್ರಹ್ಮರ್ಷಿ ನಾರಾಯಣಗುರು, ವಿಶ್ವಮಾನವ ಕುವೆಂಪು, ಮಹಾತ್ಮ ಗಾಂಧಿ, ಮಾಜಿ ಪ್ರಧಾನಿ ರಾಜೀವ್‌ಗಾಂಧಿ ಹಾಗೂ ಆಧುನಿಕ ಹಿಂದುಳಿದ ವರ್ಗಗಳ ಹರಿಕಾರ ಮಾಜಿ ಮುಖ್ಯಮಂತ್ರಿದೇವರಾಜ ಅರಸುಅವರುಗಳ ದಿನಾಚರಣೆಯ ಅಂಗವಾಗಿ ಕಾರ್ಯಕ್ರಮಗಳನ್ನು ಆಯೋಜಿಸುತ್ತಿದ್ದು, ಪ್ರಬಂಧ ಹಾಗೂ ಭಾಷಣ ಸ್ಪರ್ಧೆಗಳನ್ನು ಏರ್ಪಡಿಸಿ ವಿದ್ಯಾರ್ಥಿಗಳನ್ನು ಪ್ರೋತ್ಸಾಹಿಸುತ್ತಿದೆ ಎಂದರು. ಉಪನ್ಯಾಸಕ ಜಯತಿಲಕ ಮಾತನಾಡಿ, ದೇವರ ನಾಡೆಂದು ಕರೆಯುವ ಕೇರಳದಲ್ಲಿ ನಾರಾಯಣ ಗುರುಗಳು, ತಮಿಳುನಾಡಿನಲ್ಲಿ ಪೆರಿಯಾರ್, ಕರ್ನಾಟಕದಲ್ಲಿ ಬಸವಣ್ಣನವರು ಮಾಡಿದ ಸಾಮಾಜಿಕ ಕ್ರಾಂತಿಯನ್ನು ಸ್ಮರಿಸಿದರು. xyxy=(553,1659,870,2038)
rashi-prediction: ಆರೋಗ್ಯವಂತ xyxy=(305,1054,400,1072)
story1-col-left xyxy=(678,470,936,694)
panchanga-date: 25-08-2024 xyxy=(138,335,349,373)
yoga-value: ಇವತ್ತು ವೃದ್ಧಿ 03:07 AM ತನಕ ನಂತರ ಧ್ರುವ 12:29 AM ತನಕ ನಂತರ ವ್ಯಾಘಾತ xyxy=(254,923,393,947)
nakshatra-card xyxy=(246,814,401,892)
sun-header xyxy=(83,520,404,544)
tika-source: – ಬೆಂಗಳೂರು ಗ್ರಾಮಾಂತರ xyxy=(540,193,650,208)
rashi-row xyxy=(86,1018,401,1036)
yama-values xyxy=(83,787,404,809)
masthead-rule xyxy=(82,81,1538,83)
rashi-row xyxy=(86,1090,401,1108)
rashi-values xyxy=(83,636,404,672)
tika-question: 5. ಮಲಯಾಳಂ ಚಿತ್ರರಂಗದಲ್ಲಿ ಈಗ ಲೈಂಗಿಕ ದೌರ್ಜನ್ಯದ ಆಲೋಚನೆ ವಿಧಿಗಳ ವಿವೃತಿಸಿದೆ. xyxy=(423,564,656,597)
rashi-sign: ಧನಸ್ಸು xyxy=(86,1090,146,1108)
story2-col-mid xyxy=(942,978,1214,1090)
story4-headline-1: ಹಾಲಪ್ಪ ಪ್ರತಿಷ್ಠಾನದಿಂದ ಸಮಾಜ ಸುಧಾರಕ, ತತ್ವಜ್ಞಾನಿ ನಾರಾಯಣಗುರು, ಮಾಜಿ xyxy=(667,1568,1387,1601)
page-number: 2 xyxy=(109,55,132,94)
tithi-value: ಇವತ್ತು ಷಷ್ಠಿ 05:30 AM ತನಕ ನಂತರ ಸಪ್ತಮಿ xyxy=(93,842,234,853)
story3-headline-1: ಮಧುಗಿರಿ ಪುರಸಭೆಯ ಅಧಿಕಾರಿಗಳ ತಂಡದಿಂದ xyxy=(678,1113,1507,1172)
sashti-slider xyxy=(83,490,404,520)
story3-caption: ವಸೂಲಾತಿ ಕಾರ್ಯ ದಲ್ಲಿ ಕಂದಾಯ ಅಧಿಕಾರಿ ವಸಂತಕುಮಾರಿ ,ವ್ಯವಸ್ಥಾಪಕ ಗುರುಪ್ರಸಾದ್, ಕಂದಾಯ ನಿರೀಕ್ಷಕರು ಕಂದಾಯ ವಸೂಲಿಗಾರರು ಹಾಗೂ ಪೊಲೀಸರು ಹಾಜರಿದ್ದರು xyxy=(1090,1469,1489,1505)
shubha-value: 12.13 PM to 01.44 PM xyxy=(83,696,404,717)
deity-icon: ☸ xyxy=(232,493,250,515)
rashi-prediction: ನಷ್ಟ xyxy=(146,1090,238,1108)
tika-question: 4. ಫುಟ್ಪಾತ್ ವ್ಯಾಪಾರಿಗಳ ತೆರವುಗೊಳಿಸಲು ಚಿಂತನೆ. xyxy=(423,476,636,491)
